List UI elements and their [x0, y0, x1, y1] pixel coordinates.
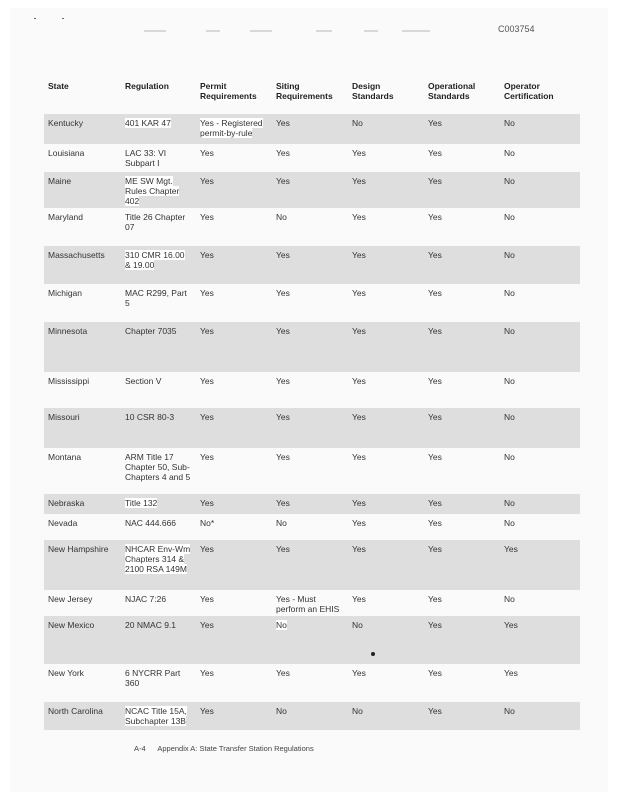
- cell-state: Maine: [44, 172, 121, 208]
- table-row: [44, 322, 580, 372]
- cell-permit: Yes: [196, 322, 272, 372]
- cell-operator: No: [504, 288, 515, 298]
- cell-operational: Yes: [424, 408, 500, 448]
- cell-design: Yes: [348, 540, 424, 590]
- cell-operator: No: [500, 246, 580, 284]
- cell-siting: No: [276, 518, 287, 528]
- cell-state: Nevada: [48, 518, 78, 528]
- cell-siting: Yes: [276, 668, 290, 678]
- cell-operational: Yes: [424, 246, 500, 284]
- stray-mark: [371, 652, 375, 656]
- cell-regulation: [121, 172, 196, 208]
- cell-design: Yes: [348, 172, 424, 208]
- regulations-table: [44, 78, 580, 730]
- cell-operational: Yes: [428, 452, 442, 462]
- cell-state: New Jersey: [48, 594, 93, 604]
- cell-permit: [196, 114, 272, 144]
- cell-regulation-text: NHCAR Env-Wm Chapters 314 & 2100 RSA 149M: [125, 544, 191, 574]
- cell-design: Yes: [348, 494, 424, 514]
- table-row: [44, 514, 580, 540]
- cell-state: Michigan: [48, 288, 83, 298]
- cell-permit: Yes: [196, 494, 272, 514]
- page-number: A-4: [134, 744, 146, 753]
- cell-operational: Yes: [428, 376, 442, 386]
- cell-regulation-text: ME SW Mgt. Rules Chapter 402: [125, 176, 180, 206]
- cell-design: Yes: [352, 594, 366, 604]
- column-header-permit: [196, 78, 272, 114]
- cell-permit: Yes: [200, 594, 214, 604]
- cell-permit: Yes: [196, 540, 272, 590]
- table-row: [44, 540, 580, 590]
- cell-state: Louisiana: [48, 148, 85, 158]
- cell-operator: Yes: [504, 668, 518, 678]
- cell-state: Nebraska: [44, 494, 121, 514]
- cell-design: Yes: [352, 376, 366, 386]
- cell-design: No: [348, 114, 424, 144]
- cell-regulation: Chapter 7035: [121, 322, 196, 372]
- cell-operational: Yes: [428, 288, 442, 298]
- cell-operator: No: [504, 212, 515, 222]
- cell-permit: Yes: [200, 212, 214, 222]
- cell-design: Yes: [352, 212, 366, 222]
- column-header-operational: Operational Standards: [428, 81, 476, 101]
- column-header-operator: Operator Certification: [504, 81, 554, 101]
- cell-operator: No: [500, 494, 580, 514]
- cell-state: New Hampshire: [44, 540, 121, 590]
- cell-regulation-text: NCAC Title 15A, Subchapter 13B: [125, 706, 187, 726]
- cell-siting: Yes: [276, 452, 290, 462]
- column-header-design-text: Design Standards: [352, 81, 394, 101]
- table-row: [44, 448, 580, 494]
- cell-permit: Yes: [196, 408, 272, 448]
- table-row: [44, 372, 580, 408]
- cell-design: No: [348, 616, 424, 664]
- cell-regulation: [121, 246, 196, 284]
- table-row: [44, 590, 580, 616]
- cell-state: New York: [48, 668, 84, 678]
- cell-state: Minnesota: [44, 322, 121, 372]
- cell-siting: Yes: [272, 540, 348, 590]
- column-header-siting: Siting Requirements: [276, 81, 333, 101]
- cell-design: Yes: [348, 322, 424, 372]
- cell-operational: Yes: [424, 322, 500, 372]
- faint-header-marks: [140, 30, 440, 36]
- cell-regulation: NAC 444.666: [125, 518, 177, 528]
- cell-permit: Yes: [200, 288, 214, 298]
- cell-regulation: [121, 494, 196, 514]
- cell-design: Yes: [352, 148, 366, 158]
- cell-operational: Yes: [428, 148, 442, 158]
- scan-mark: [62, 18, 64, 19]
- table-row: [44, 702, 580, 730]
- cell-regulation: [121, 540, 196, 590]
- cell-operational: Yes: [424, 702, 500, 730]
- cell-regulation: MAC R299, Part 5: [125, 288, 187, 308]
- table-header-row: [44, 78, 580, 114]
- table-row: [44, 284, 580, 322]
- cell-state: Massachusetts: [44, 246, 121, 284]
- page-footer: [134, 744, 314, 753]
- document-id: C003754: [498, 24, 535, 34]
- cell-siting: Yes: [276, 288, 290, 298]
- table-row: [44, 494, 580, 514]
- cell-design: Yes: [348, 246, 424, 284]
- cell-state: Kentucky: [44, 114, 121, 144]
- cell-siting: Yes: [272, 408, 348, 448]
- cell-state: Missouri: [44, 408, 121, 448]
- cell-permit: Yes: [196, 172, 272, 208]
- cell-state: New Mexico: [44, 616, 121, 664]
- cell-permit: Yes: [200, 148, 214, 158]
- column-header-state: State: [48, 81, 69, 91]
- cell-design: Yes: [348, 408, 424, 448]
- cell-state: North Carolina: [44, 702, 121, 730]
- cell-permit: Yes: [200, 452, 214, 462]
- cell-operator: No: [504, 148, 515, 158]
- column-header-design: [348, 78, 424, 114]
- cell-operational: Yes: [424, 540, 500, 590]
- cell-regulation: Section V: [125, 376, 162, 386]
- scan-mark: [34, 18, 36, 19]
- cell-siting: Yes: [272, 172, 348, 208]
- cell-operational: Yes: [428, 518, 442, 528]
- table-row: [44, 144, 580, 172]
- cell-regulation: 10 CSR 80-3: [121, 408, 196, 448]
- cell-operator: Yes: [500, 540, 580, 590]
- cell-operator: No: [504, 594, 515, 604]
- cell-design: Yes: [352, 668, 366, 678]
- cell-siting: Yes - Must perform an EHIS: [276, 594, 340, 614]
- cell-operator: No: [500, 408, 580, 448]
- cell-operator: No: [500, 114, 580, 144]
- cell-siting: No: [276, 212, 287, 222]
- cell-regulation-text: 401 KAR 47: [125, 118, 171, 128]
- footer-title: Appendix A: State Transfer Station Regulations: [157, 744, 314, 753]
- column-header-regulation: Regulation: [125, 81, 169, 91]
- cell-operator: No: [500, 322, 580, 372]
- cell-regulation-text: Title 132: [125, 498, 158, 508]
- cell-siting: No: [272, 702, 348, 730]
- cell-siting: Yes: [272, 494, 348, 514]
- cell-design: No: [348, 702, 424, 730]
- cell-siting: Yes: [272, 246, 348, 284]
- cell-operational: Yes: [428, 212, 442, 222]
- cell-regulation: ARM Title 17 Chapter 50, Sub-Chapters 4 and 5: [125, 452, 191, 482]
- cell-permit: Yes: [196, 616, 272, 664]
- cell-operational: Yes: [424, 114, 500, 144]
- table-row: [44, 664, 580, 702]
- table-row: [44, 246, 580, 284]
- cell-operator: No: [504, 376, 515, 386]
- column-header-permit-text: Permit Requirements: [200, 81, 257, 101]
- cell-regulation: LAC 33: VI Subpart I: [125, 148, 167, 168]
- cell-regulation: [121, 702, 196, 730]
- cell-design: Yes: [352, 288, 366, 298]
- cell-permit: Yes: [200, 668, 214, 678]
- table-row: [44, 172, 580, 208]
- cell-regulation: 6 NYCRR Part 360: [125, 668, 181, 688]
- cell-operational: Yes: [424, 172, 500, 208]
- cell-operator: No: [500, 172, 580, 208]
- cell-regulation: 20 NMAC 9.1: [121, 616, 196, 664]
- cell-operator: No: [504, 452, 515, 462]
- cell-state: Maryland: [48, 212, 83, 222]
- cell-state: Montana: [48, 452, 82, 462]
- cell-operator: Yes: [500, 616, 580, 664]
- cell-operational: Yes: [424, 616, 500, 664]
- cell-operator: No: [504, 518, 515, 528]
- cell-permit: No*: [200, 518, 215, 528]
- cell-siting: Yes: [276, 148, 290, 158]
- cell-permit-text: Yes - Registered permit-by-rule: [200, 118, 263, 138]
- cell-operator: No: [500, 702, 580, 730]
- cell-regulation: [121, 114, 196, 144]
- table-row: [44, 114, 580, 144]
- cell-permit: Yes: [196, 702, 272, 730]
- table-body: [44, 114, 580, 730]
- cell-regulation-text: 310 CMR 16.00 & 19.00: [125, 250, 185, 270]
- cell-siting-text: No: [276, 620, 287, 630]
- table-row: [44, 208, 580, 246]
- cell-design: Yes: [352, 518, 366, 528]
- cell-siting: Yes: [272, 322, 348, 372]
- cell-operational: Yes: [428, 668, 442, 678]
- cell-operational: Yes: [424, 494, 500, 514]
- cell-design: Yes: [352, 452, 366, 462]
- cell-siting: Yes: [276, 376, 290, 386]
- cell-permit: Yes: [200, 376, 214, 386]
- cell-operational: Yes: [428, 594, 442, 604]
- table-row: [44, 616, 580, 664]
- cell-state: Mississippi: [48, 376, 90, 386]
- cell-regulation: Title 26 Chapter 07: [125, 212, 186, 232]
- table-row: [44, 408, 580, 448]
- cell-regulation: NJAC 7:26: [125, 594, 167, 604]
- cell-siting: Yes: [272, 114, 348, 144]
- cell-siting: [272, 616, 348, 664]
- cell-permit: Yes: [196, 246, 272, 284]
